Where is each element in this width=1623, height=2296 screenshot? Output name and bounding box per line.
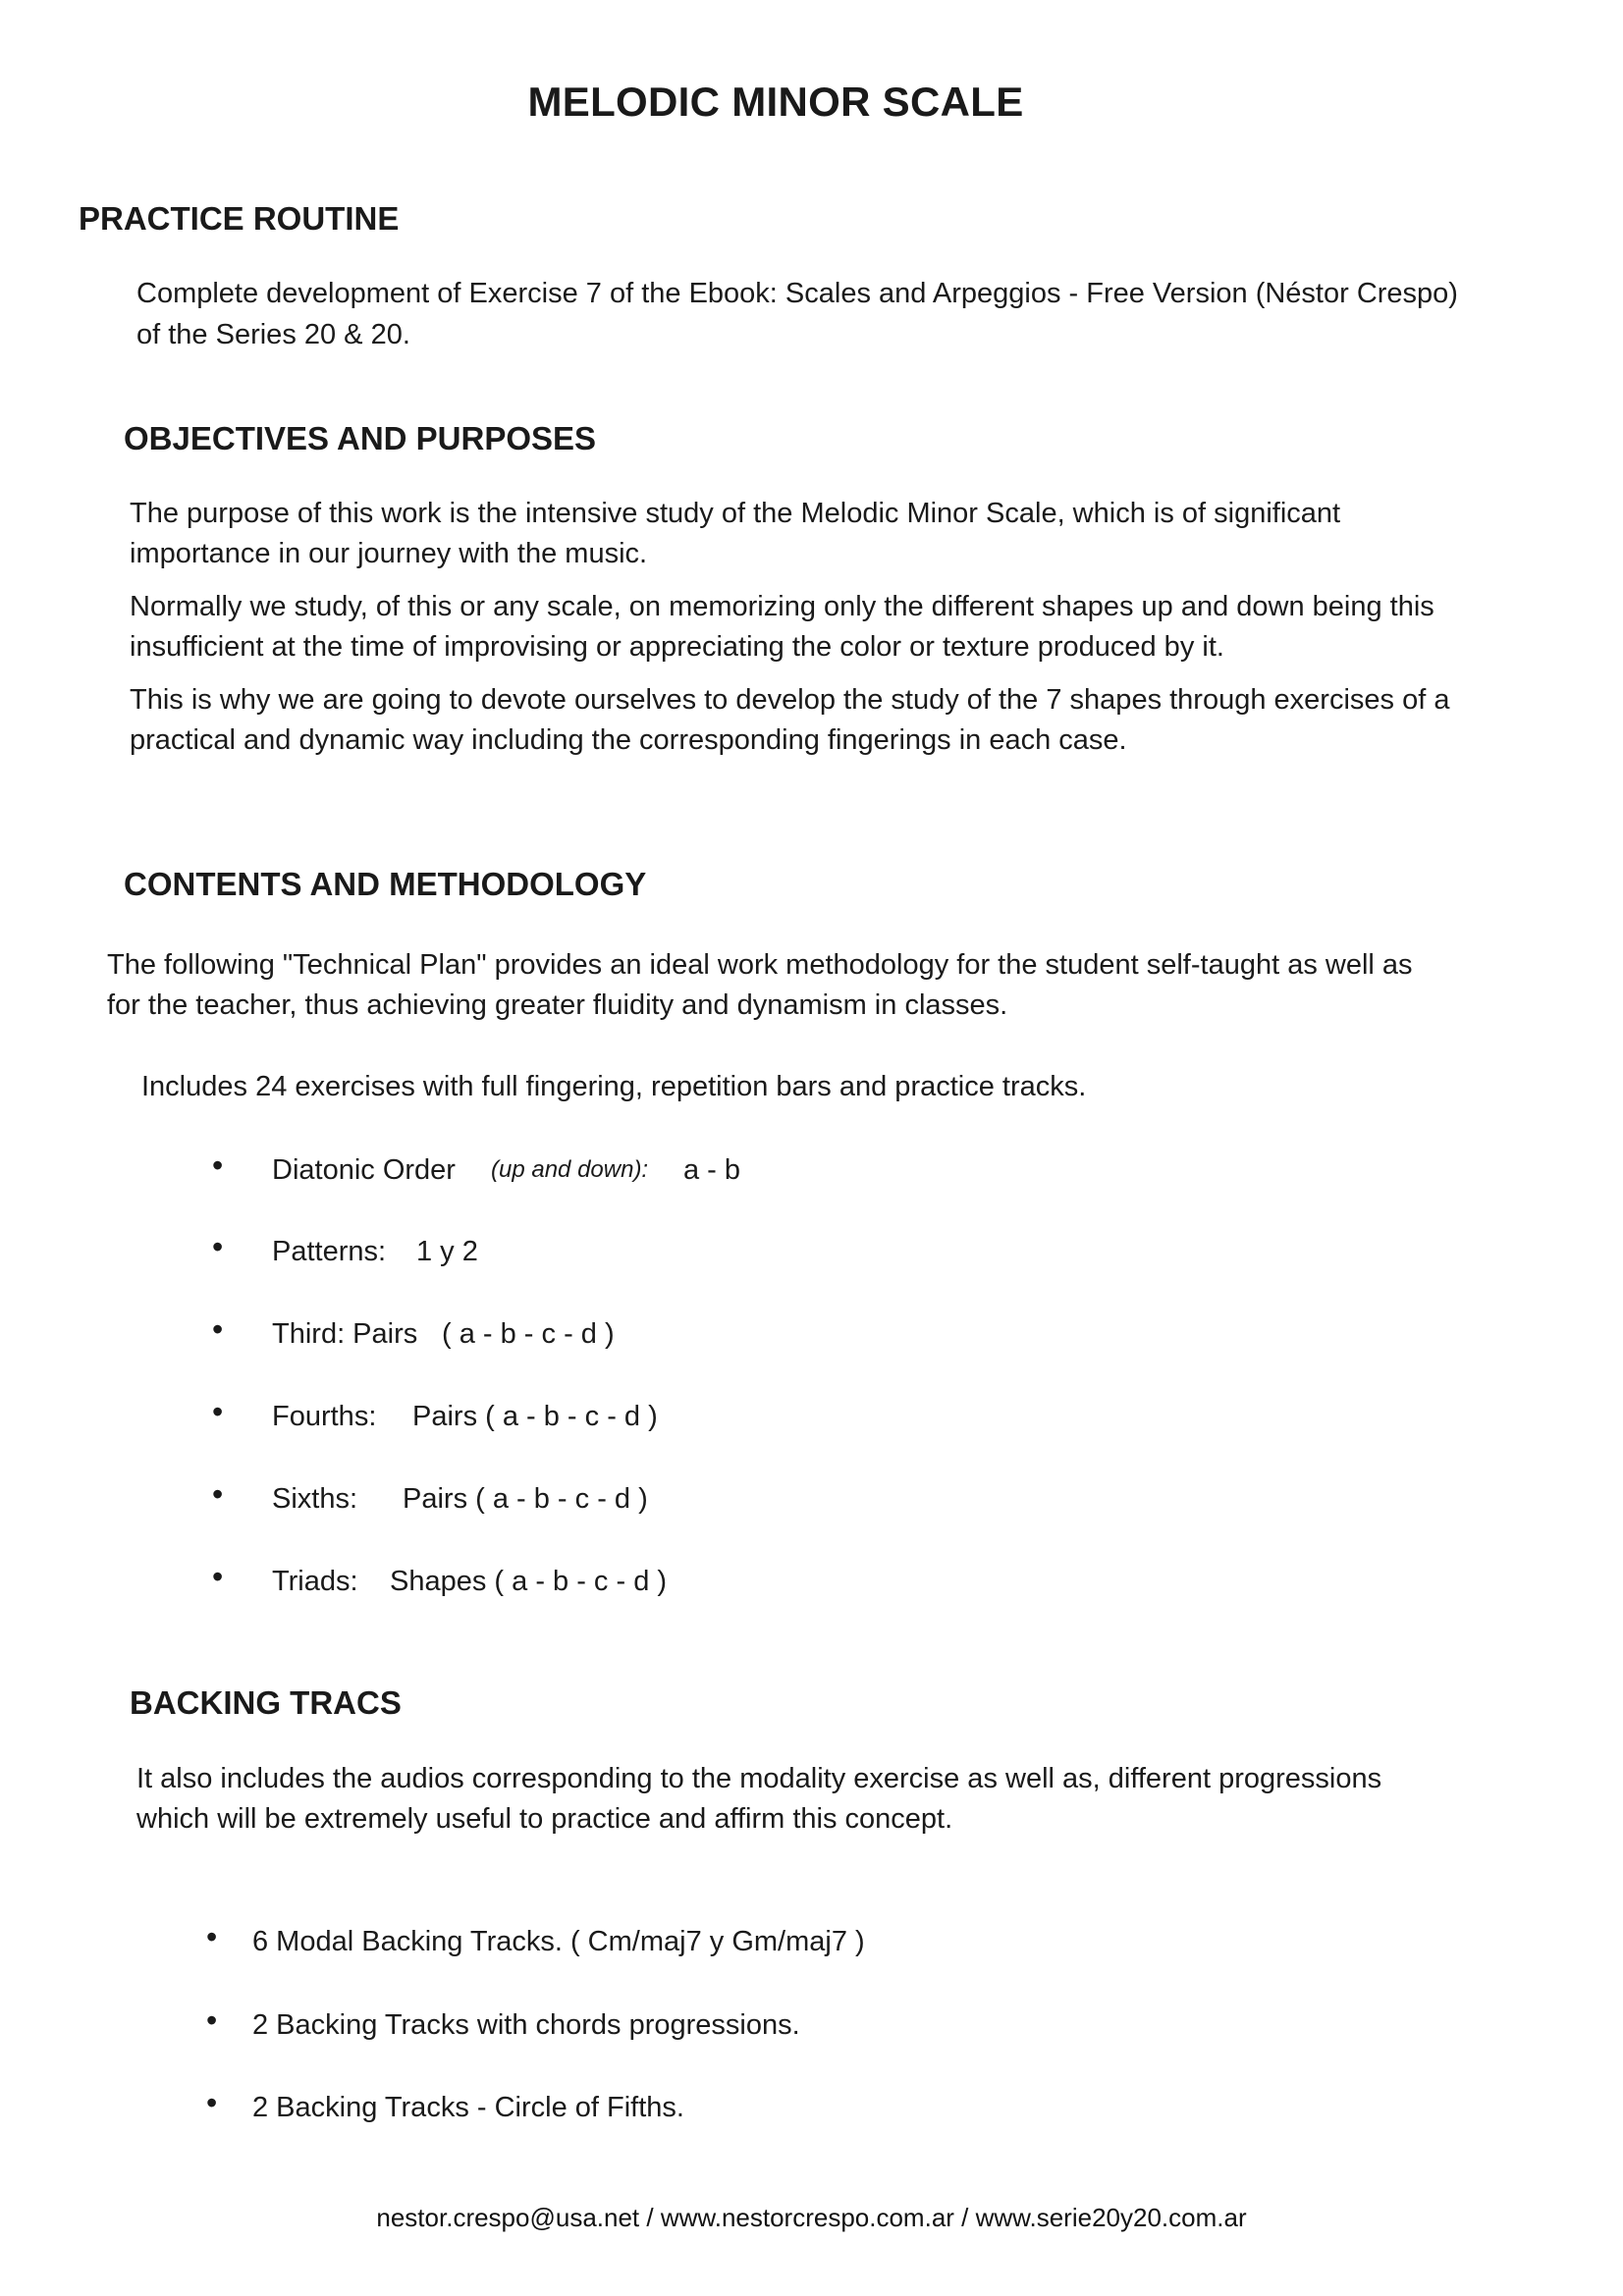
bullet-icon: • (212, 1148, 224, 1183)
bullet-icon: • (206, 2002, 218, 2038)
backing-item: 2 Backing Tracks with chords progressions. (252, 2009, 800, 2041)
bullet-icon: • (212, 1229, 224, 1264)
objectives-p2-line-2: insufficient at the time of improvising or appreciating the color or texture produced by it. (130, 631, 1224, 663)
contents-p1-line-2: for the teacher, thus achieving greater fluidity and dynamism in classes. (107, 989, 1008, 1021)
objectives-p3-line-1: This is why we are going to devote ourselves to develop the study of the 7 shapes through exercises of a (130, 684, 1450, 716)
objectives-p1-line-1: The purpose of this work is the intensive study of the Melodic Minor Scale, which is of significant (130, 498, 1341, 529)
bullet-icon: • (212, 1476, 224, 1512)
contents-item-label: Fourths: (272, 1401, 377, 1432)
objectives-p3-line-2: practical and dynamic way including the corresponding fingerings in each case. (130, 724, 1127, 756)
contents-p1-line-1: The following "Technical Plan" provides an ideal work methodology for the student self-taught as well as (107, 949, 1413, 981)
contents-item-label: Sixths: (272, 1483, 358, 1515)
contents-item-label: Triads: (272, 1566, 358, 1597)
objectives-p1-line-2: importance in our journey with the music. (130, 538, 648, 569)
bullet-icon: • (212, 1311, 224, 1347)
contents-item-value: a - b (683, 1154, 741, 1186)
contents-item-label: Third: Pairs (272, 1318, 418, 1350)
backing-item: 6 Modal Backing Tracks. ( Cm/maj7 y Gm/maj7 ) (252, 1926, 865, 1957)
objectives-heading: OBJECTIVES AND PURPOSES (124, 420, 597, 456)
backing-p1-line-1: It also includes the audios corresponding to the modality exercise as well as, different progressions (136, 1763, 1382, 1794)
practice-heading: PRACTICE ROUTINE (79, 200, 400, 237)
backing-heading: BACKING TRACS (130, 1684, 402, 1721)
contents-item-note: (up and down): (491, 1156, 649, 1183)
contents-p2: Includes 24 exercises with full fingering, repetition bars and practice tracks. (141, 1071, 1087, 1102)
bullet-icon: • (206, 1919, 218, 1954)
contents-item-value: Pairs ( a - b - c - d ) (403, 1483, 648, 1515)
contents-item-value: Shapes ( a - b - c - d ) (390, 1566, 668, 1597)
practice-line-2: of the Series 20 & 20. (136, 319, 410, 350)
contents-item-value: ( a - b - c - d ) (442, 1318, 615, 1350)
bullet-icon: • (212, 1559, 224, 1594)
footer-contact: nestor.crespo@usa.net / www.nestorcrespo.com.ar / www.serie20y20.com.ar (376, 2203, 1247, 2232)
contents-item-label: Diatonic Order (272, 1154, 456, 1186)
backing-p1-line-2: which will be extremely useful to practice and affirm this concept. (136, 1803, 953, 1835)
objectives-p2-line-1: Normally we study, of this or any scale, on memorizing only the different shapes up and down being this (130, 591, 1434, 622)
contents-heading: CONTENTS AND METHODOLOGY (124, 866, 647, 902)
bullet-icon: • (212, 1394, 224, 1429)
page-title: MELODIC MINOR SCALE (527, 79, 1024, 125)
contents-item-value: Pairs ( a - b - c - d ) (412, 1401, 658, 1432)
bullet-icon: • (206, 2085, 218, 2120)
contents-item-label: Patterns: (272, 1236, 387, 1267)
practice-line-1: Complete development of Exercise 7 of the Ebook: Scales and Arpeggios - Free Version (Néstor Crespo) (136, 278, 1458, 309)
contents-item-value: 1 y 2 (416, 1236, 478, 1267)
backing-item: 2 Backing Tracks - Circle of Fifths. (252, 2092, 684, 2123)
